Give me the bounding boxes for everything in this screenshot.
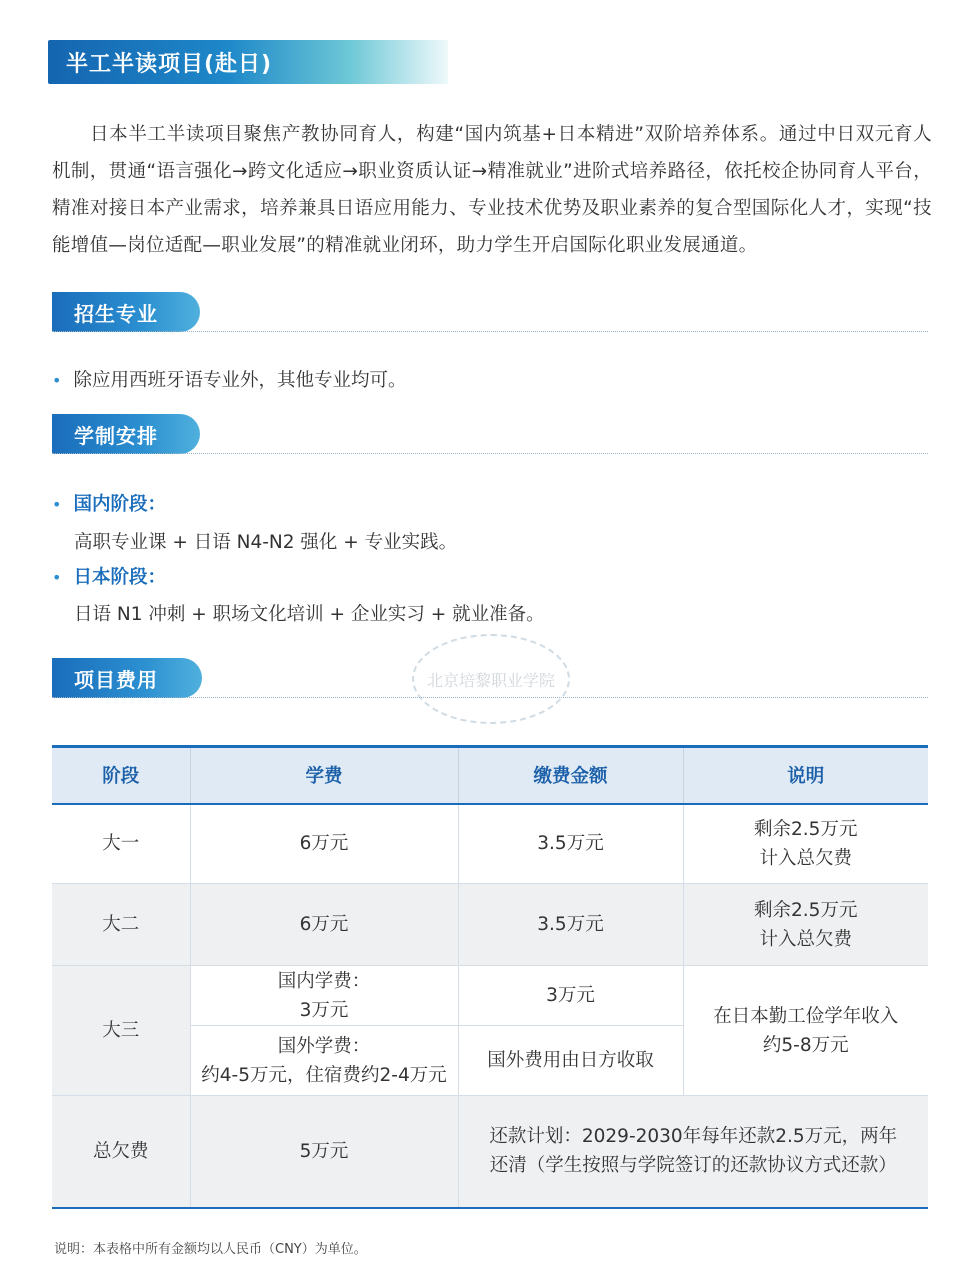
cell-phase: 总欠费 xyxy=(52,1096,190,1208)
note-line: 约5-8万元 xyxy=(762,1034,849,1056)
cell-paid-domestic: 3万元 xyxy=(458,966,683,1026)
table-row xyxy=(52,884,928,966)
japan-stage-heading: 日本阶段： xyxy=(73,567,166,588)
header-paid-amount: 缴费金额 xyxy=(458,747,683,804)
note-line: 在日本勤工俭学年收入 xyxy=(713,1005,899,1027)
watermark-text: 北京培黎职业学院 xyxy=(426,670,555,690)
list-item-majors xyxy=(52,366,406,392)
domestic-stage-text: 高职专业课 + 日语 N4-N2 强化 + 专业实践。 xyxy=(74,532,458,553)
cell-tuition: 6万元 xyxy=(190,804,458,884)
school-watermark-seal xyxy=(412,634,570,724)
cell-tuition: 6万元 xyxy=(190,884,458,966)
section-title-fees: 项目费用 xyxy=(52,658,202,698)
cell-paid: 3.5万元 xyxy=(458,884,683,966)
table-row xyxy=(52,1096,928,1208)
tuition-line: 约4-5万元，住宿费约2-4万元 xyxy=(201,1064,447,1086)
page-title-banner xyxy=(48,40,448,84)
domestic-stage-heading: 国内阶段： xyxy=(73,494,166,515)
tuition-line: 3万元 xyxy=(299,999,349,1021)
header-note: 说明 xyxy=(683,747,928,804)
header-phase: 阶段 xyxy=(52,747,190,804)
tuition-line: 国外学费： xyxy=(277,1035,371,1057)
section-title-majors: 招生专业 xyxy=(52,292,200,332)
fee-table xyxy=(52,745,928,1209)
cell-paid-abroad: 国外费用由日方收取 xyxy=(458,1026,683,1096)
cell-repayment-plan xyxy=(458,1096,928,1208)
cell-tuition-abroad xyxy=(190,1026,458,1096)
list-item-japan xyxy=(52,563,166,589)
section-divider xyxy=(52,453,928,454)
table-row xyxy=(52,966,928,1026)
note-line: 剩余2.5万元 xyxy=(754,818,858,840)
table-row xyxy=(52,804,928,884)
page-title: 半工半读项目(赴日) xyxy=(66,51,273,77)
cell-note xyxy=(683,884,928,966)
cell-paid: 3.5万元 xyxy=(458,804,683,884)
note-line: 剩余2.5万元 xyxy=(754,899,858,921)
table-footnote: 说明：本表格中所有金额均以人民币（CNY）为单位。 xyxy=(54,1242,367,1257)
bullet-icon: • xyxy=(52,568,62,587)
section-header-majors xyxy=(52,292,928,336)
cell-phase: 大二 xyxy=(52,884,190,966)
cell-tuition: 5万元 xyxy=(190,1096,458,1208)
intro-paragraph: 日本半工半读项目聚焦产教协同育人，构建“国内筑基+日本精进”双阶培养体系。通过中日双元育人机制，贯通“语言强化→跨文化适应→职业资质认证→精准就业”进阶式培养路径，依托校企协同育人平台，精准对接日本产业需求，培养兼具日语应用能力、专业技术优势及职业素养的复合型国际化人才，实现“技能增值—岗位适配—职业发展”的精准就业闭环，助力学生开启国际化职业发展通道。 xyxy=(52,124,932,256)
section-header-schedule xyxy=(52,414,928,458)
list-item-domestic xyxy=(52,490,166,516)
plan-line: 还清（学生按照与学院签订的还款协议方式还款） xyxy=(489,1155,897,1177)
bullet-icon: • xyxy=(52,495,62,514)
cell-note xyxy=(683,966,928,1096)
plan-line: 还款计划：2029-2030年每年还款2.5万元，两年 xyxy=(489,1126,898,1148)
cell-note xyxy=(683,804,928,884)
header-tuition: 学费 xyxy=(190,747,458,804)
cell-tuition-domestic xyxy=(190,966,458,1026)
majors-text: 除应用西班牙语专业外，其他专业均可。 xyxy=(73,370,407,391)
bullet-icon: • xyxy=(52,371,62,390)
note-line: 计入总欠费 xyxy=(759,928,852,950)
section-divider xyxy=(52,331,928,332)
table-header-row xyxy=(52,747,928,804)
section-title-schedule: 学制安排 xyxy=(52,414,200,454)
tuition-line: 国内学费： xyxy=(277,970,371,992)
cell-phase: 大三 xyxy=(52,966,190,1096)
cell-phase: 大一 xyxy=(52,804,190,884)
japan-stage-text: 日语 N1 冲刺 + 职场文化培训 + 企业实习 + 就业准备。 xyxy=(74,604,545,625)
note-line: 计入总欠费 xyxy=(759,847,852,869)
